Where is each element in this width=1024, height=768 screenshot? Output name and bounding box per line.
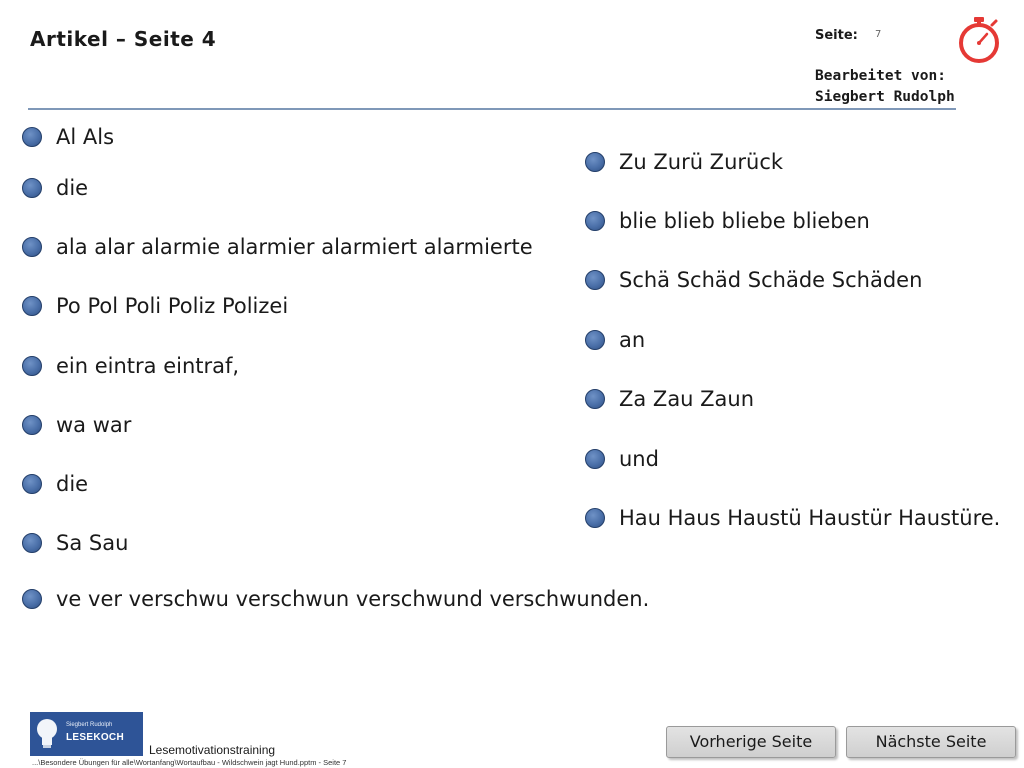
page-label: Seite: (815, 28, 858, 43)
left-item-3[interactable] (22, 235, 533, 259)
right-item-text: Schä Schäd Schäde Schäden (619, 268, 923, 292)
page-title: Artikel – Seite 4 (30, 27, 217, 51)
bullet-icon[interactable] (585, 211, 605, 231)
page-number: 7 (875, 29, 882, 40)
left-item-text: ve ver verschwu verschwun verschwund verschwunden. (56, 587, 650, 611)
left-item-7[interactable] (22, 472, 88, 496)
logo-brand: LESEKOCH (66, 732, 124, 743)
author-block (815, 66, 955, 108)
right-item-4[interactable] (585, 328, 645, 352)
lesekoch-logo (30, 712, 143, 756)
author-name: Siegbert Rudolph (815, 89, 955, 105)
bullet-icon[interactable] (22, 589, 42, 609)
left-item-8[interactable] (22, 531, 128, 555)
left-item-text: Al Als (56, 125, 115, 149)
header-divider (28, 108, 956, 110)
footer-file-path: ...\Besondere Übungen für alle\Wortanfang\Wortaufbau - Wildschwein jagt Hund.pptm - Seite 7 (32, 758, 347, 767)
left-item-text: wa war (56, 413, 132, 437)
bullet-icon[interactable] (22, 415, 42, 435)
stopwatch-icon[interactable] (956, 15, 1002, 65)
left-item-text: die (56, 176, 89, 200)
right-item-text: Zu Zurü Zurück (619, 150, 784, 174)
left-item-4[interactable] (22, 294, 288, 318)
right-item-1[interactable] (585, 150, 783, 174)
bullet-icon[interactable] (22, 296, 42, 316)
left-item-1[interactable] (22, 125, 114, 149)
right-item-2[interactable] (585, 209, 870, 233)
left-item-2[interactable] (22, 176, 88, 200)
right-item-text: Hau Haus Haustü Haustür Haustüre. (619, 506, 1001, 530)
previous-page-button[interactable]: Vorherige Seite (666, 726, 836, 758)
bullet-icon[interactable] (585, 270, 605, 290)
right-item-7[interactable] (585, 506, 1000, 530)
left-item-6[interactable] (22, 413, 131, 437)
bullet-icon[interactable] (585, 508, 605, 528)
right-item-text: blie blieb bliebe blieben (619, 209, 870, 233)
bullet-icon[interactable] (585, 152, 605, 172)
right-item-3[interactable] (585, 268, 922, 292)
left-item-text: Po Pol Poli Poliz Polizei (56, 294, 289, 318)
bullet-icon[interactable] (585, 330, 605, 350)
bullet-icon[interactable] (22, 237, 42, 257)
right-item-5[interactable] (585, 387, 754, 411)
footer-title: Lesemotivationstraining (149, 743, 276, 757)
left-item-text: ala alar alarmie alarmier alarmiert alarmierte (56, 235, 533, 259)
bullet-icon[interactable] (585, 449, 605, 469)
right-item-text: an (619, 328, 646, 352)
right-item-text: und (619, 447, 659, 471)
left-item-9[interactable] (22, 587, 649, 611)
bullet-icon[interactable] (22, 178, 42, 198)
next-page-button[interactable]: Nächste Seite (846, 726, 1016, 758)
right-item-text: Za Zau Zaun (619, 387, 755, 411)
bullet-icon[interactable] (22, 127, 42, 147)
edited-by-label: Bearbeitet von: (815, 68, 946, 84)
bullet-icon[interactable] (22, 356, 42, 376)
right-item-6[interactable] (585, 447, 659, 471)
bullet-icon[interactable] (585, 389, 605, 409)
left-item-5[interactable] (22, 354, 239, 378)
bullet-icon[interactable] (22, 533, 42, 553)
logo-author: Siegbert Rudolph (66, 722, 113, 728)
left-item-text: die (56, 472, 89, 496)
left-item-text: ein eintra eintraf, (56, 354, 240, 378)
lightbulb-icon (34, 716, 60, 752)
left-item-text: Sa Sau (56, 531, 129, 555)
bullet-icon[interactable] (22, 474, 42, 494)
